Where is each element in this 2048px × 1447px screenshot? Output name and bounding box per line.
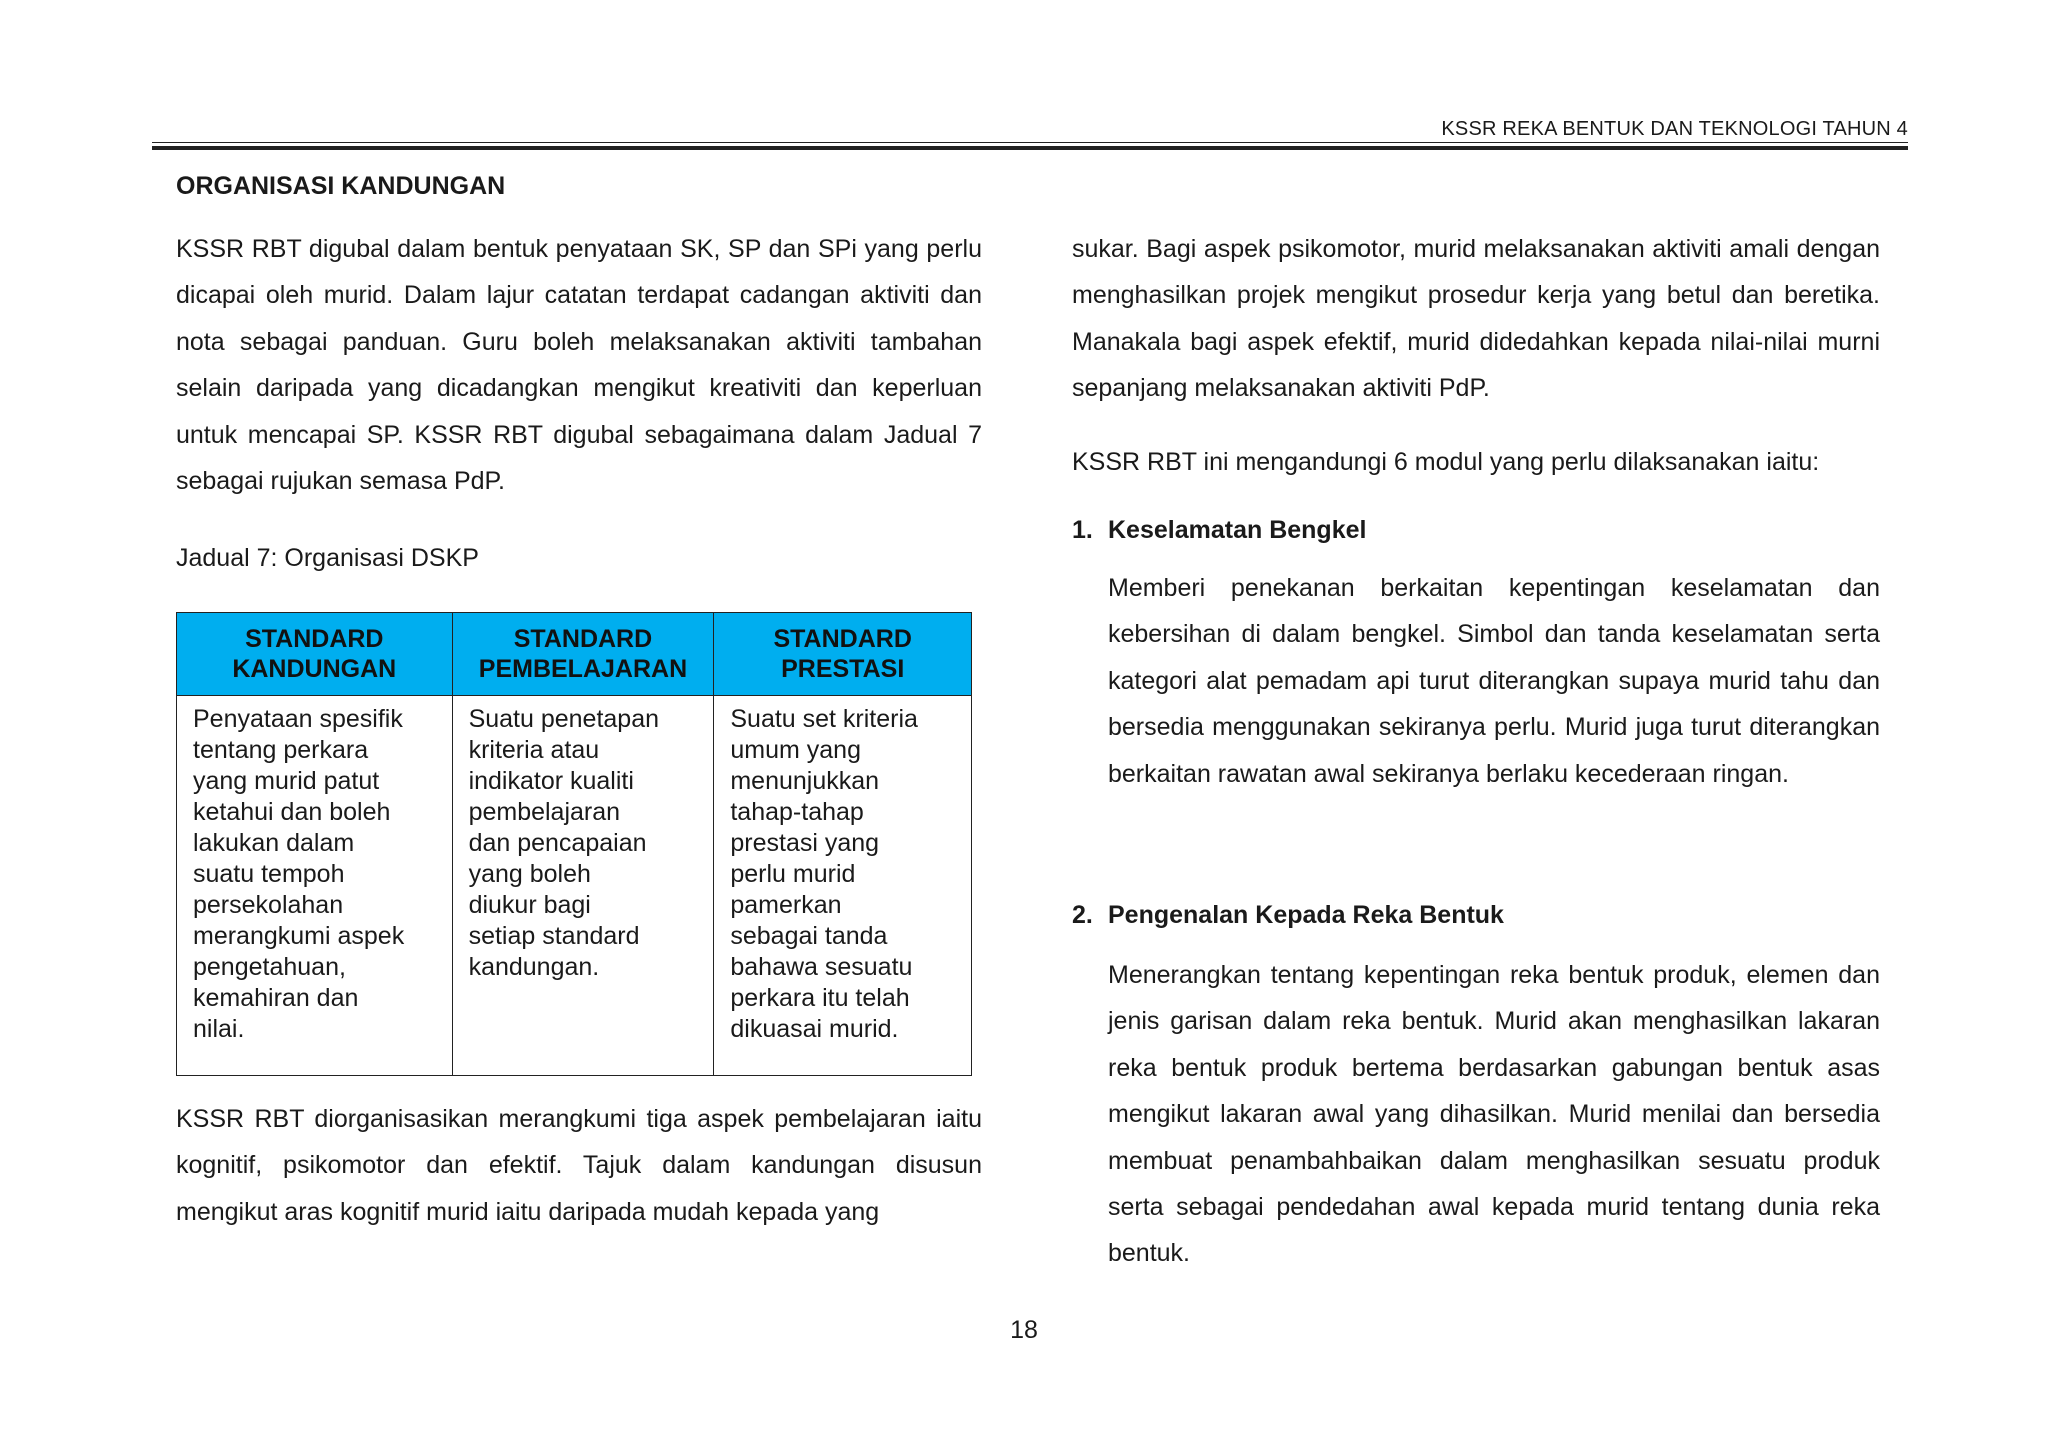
running-header: KSSR REKA BENTUK DAN TEKNOLOGI TAHUN 4 (1441, 118, 1908, 140)
module-number: 1. (1072, 516, 1093, 544)
module-body: Menerangkan tentang kepentingan reka bentuk produk, elemen dan jenis garisan dalam reka bentuk. Murid akan menghasilkan lakaran reka bentuk produk bertema berdasarkan gabungan bentuk asas mengikut lakaran awal yang dihasilkan. Murid menilai dan bersedia membuat penambahbaikan dalam menghasilkan sesuatu produk serta sebagai pendedahan awal kepada murid tentang dunia reka bentuk. (1108, 961, 1880, 1268)
module-title: Pengenalan Kepada Reka Bentuk (1108, 901, 1504, 929)
cell-line: Suatu set kriteria (730, 705, 918, 733)
header-line: STANDARD (773, 625, 912, 653)
cell-line: yang murid patut (193, 767, 380, 795)
module-number: 2. (1072, 901, 1093, 929)
table-header-row (177, 613, 972, 696)
page-number: 18 (1010, 1316, 1038, 1344)
cell-line: bahawa sesuatu (730, 953, 913, 981)
cell-line: Suatu penetapan (468, 705, 660, 733)
cell-line: dan pencapaian (468, 829, 647, 857)
dskp-organisation-table (176, 612, 972, 1076)
module-body: Memberi penekanan berkaitan kepentingan keselamatan dan kebersihan di dalam bengkel. Simbol dan tanda keselamatan serta kategori alat pemadam api turut diterangkan supaya murid tahu dan bersedia menggunakan sekiranya perlu. Murid juga turut diterangkan berkaitan rawatan awal sekiranya berlaku kecederaan ringan. (1108, 574, 1880, 788)
cell-line: prestasi yang (730, 829, 880, 857)
header-standard-pembelajaran (452, 613, 714, 696)
cell-line: kandungan. (468, 953, 600, 981)
cell-line: pembelajaran (468, 798, 621, 826)
header-line: STANDARD (245, 625, 384, 653)
section-title: ORGANISASI KANDUNGAN (176, 172, 506, 200)
cell-kandungan-definition (177, 696, 453, 1076)
module-heading (1072, 897, 1504, 933)
cell-line: yang boleh (468, 860, 591, 888)
cell-line: menunjukkan (730, 767, 880, 795)
header-standard-kandungan (177, 613, 453, 696)
cell-line: sebagai tanda (730, 922, 888, 950)
cell-line: pengetahuan, (193, 953, 346, 981)
cell-line: nilai. (193, 1015, 245, 1043)
table-row (177, 696, 972, 1076)
cell-line: ketahui dan boleh (193, 798, 391, 826)
header-standard-prestasi (714, 613, 972, 696)
cell-line: tentang perkara (193, 736, 369, 764)
header-rule-thin (152, 142, 1908, 143)
cell-line: pamerkan (730, 891, 842, 919)
cell-line: dikuasai murid. (730, 1015, 899, 1043)
header-line: STANDARD (513, 625, 653, 653)
cell-line: kriteria atau (468, 736, 600, 764)
closing-paragraph: KSSR RBT diorganisasikan merangkumi tiga aspek pembelajaran iaitu kognitif, psikomotor dan efektif. Tajuk dalam kandungan disusun mengikut aras kognitif murid iaitu daripada mudah kepada yang (176, 1105, 982, 1226)
module-title: Keselamatan Bengkel (1108, 516, 1367, 544)
cell-line: tahap-tahap (730, 798, 864, 826)
modules-intro: KSSR RBT ini mengandungi 6 modul yang perlu dilaksanakan iaitu: (1072, 448, 1820, 476)
cell-line: suatu tempoh (193, 860, 345, 888)
continued-paragraph: sukar. Bagi aspek psikomotor, murid melaksanakan aktiviti amali dengan menghasilkan projek mengikut prosedur kerja yang betul dan beretika. Manakala bagi aspek efektif, murid didedahkan kepada nilai-nilai murni sepanjang melaksanakan aktiviti PdP. (1072, 235, 1880, 403)
cell-prestasi-definition (714, 696, 972, 1076)
cell-line: merangkumi aspek (193, 922, 405, 950)
header-line: PEMBELAJARAN (478, 655, 688, 683)
cell-line: perkara itu telah (730, 984, 910, 1012)
cell-pembelajaran-definition (452, 696, 714, 1076)
header-rule-thick (152, 146, 1908, 150)
cell-line: lakukan dalam (193, 829, 355, 857)
module-heading (1072, 512, 1366, 548)
cell-line: umum yang (730, 736, 861, 764)
intro-paragraph: KSSR RBT digubal dalam bentuk penyataan SK, SP dan SPi yang perlu dicapai oleh murid. Dalam lajur catatan terdapat cadangan aktiviti dan nota sebagai panduan. Guru boleh melaksanakan aktiviti tambahan selain daripada yang dicadangkan mengikut kreativiti dan keperluan untuk mencapai SP. KSSR RBT digubal sebagaimana dalam Jadual 7 sebagai rujukan semasa PdP. (176, 235, 982, 496)
cell-line: kemahiran dan (193, 984, 359, 1012)
cell-line: diukur bagi (468, 891, 591, 919)
cell-line: indikator kualiti (468, 767, 634, 795)
table-caption: Jadual 7: Organisasi DSKP (176, 544, 479, 572)
cell-line: setiap standard (468, 922, 640, 950)
cell-line: persekolahan (193, 891, 344, 919)
cell-line: Penyataan spesifik (193, 705, 403, 733)
header-line: KANDUNGAN (232, 655, 397, 683)
cell-line: perlu murid (730, 860, 856, 888)
header-line: PRESTASI (781, 655, 905, 683)
